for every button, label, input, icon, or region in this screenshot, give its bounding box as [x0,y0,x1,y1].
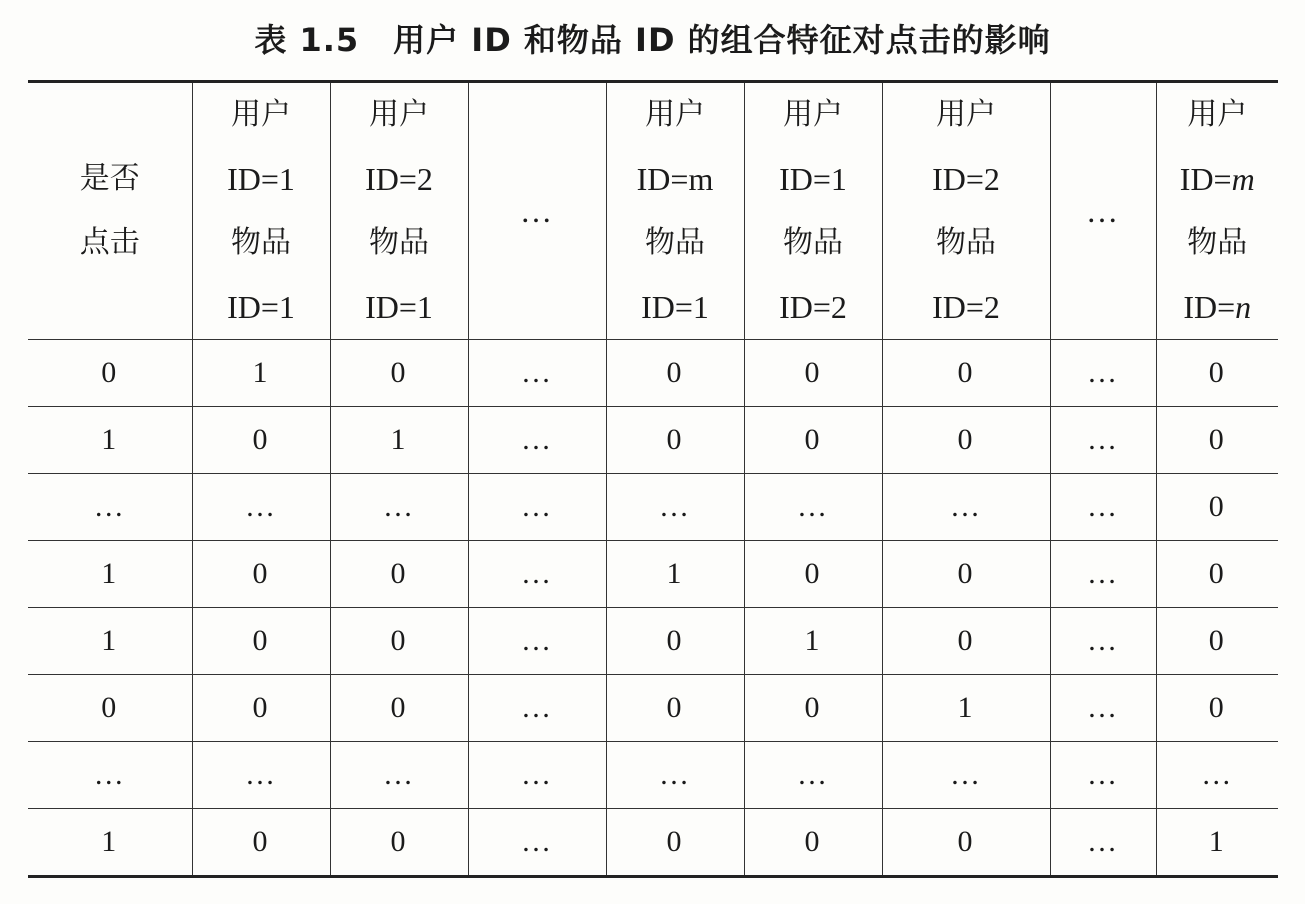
item-label: 物品 [369,225,429,260]
header-combination-cell [192,82,330,340]
user-label: 用户 [1187,97,1248,132]
feature-value-cell: 0 [744,541,882,608]
click-value-cell: … [28,742,192,809]
feature-value-cell: 0 [882,541,1050,608]
click-value-cell: 1 [28,407,192,474]
user-label: 用户 [936,97,996,132]
click-value-cell: 0 [28,340,192,407]
header-combination-cell [1156,82,1278,340]
feature-value-cell: … [744,742,882,809]
feature-value-cell: … [468,340,606,407]
table-row [28,474,1278,541]
item-label: 物品 [1187,225,1248,260]
click-label-line2: 点击 [79,225,140,260]
feature-value-cell: 0 [192,675,330,742]
user-id-value: 2 [983,161,1000,197]
feature-value-cell: 0 [1156,608,1278,675]
feature-value-cell: 0 [1156,474,1278,541]
feature-value-cell: … [468,474,606,541]
user-label: 用户 [645,97,705,132]
feature-value-cell: … [1050,675,1156,742]
user-id-value: 1 [278,161,295,197]
click-value-cell: 0 [28,675,192,742]
item-id-prefix: ID= [1183,289,1236,325]
header-combination-cell [330,82,468,340]
user-id-value: m [1231,161,1255,197]
feature-value-cell: 0 [744,340,882,407]
header-ellipsis: … [1086,193,1120,229]
feature-value-cell: 0 [744,407,882,474]
feature-value-cell: 0 [744,675,882,742]
feature-combination-table [28,80,1278,878]
click-label-line1: 是否 [79,161,140,196]
header-ellipsis-cell [1050,82,1156,340]
item-id-value: 2 [830,289,847,325]
feature-value-cell: … [1050,474,1156,541]
item-id [1183,275,1251,339]
user-id-prefix: ID= [1179,161,1232,197]
feature-value-cell: 0 [882,809,1050,877]
item-label: 物品 [645,225,705,260]
feature-value-cell: 0 [192,541,330,608]
feature-value-cell: 0 [1156,340,1278,407]
feature-value-cell: … [744,474,882,541]
user-id-prefix: ID= [227,161,279,197]
feature-value-cell: 0 [1156,407,1278,474]
feature-value-cell: 0 [606,340,744,407]
feature-value-cell: … [1050,340,1156,407]
user-id [779,147,847,211]
feature-value-cell: … [330,474,468,541]
user-label: 用户 [783,97,843,132]
table-number: 表 1.5 [254,21,360,59]
table-title: 用户 ID 和物品 ID 的组合特征对点击的影响 [393,21,1051,59]
item-label: 物品 [231,225,291,260]
feature-value-cell: 0 [330,675,468,742]
feature-value-cell: 0 [330,608,468,675]
item-id-prefix: ID= [227,289,279,325]
item-id [779,275,847,339]
feature-value-cell: 0 [882,340,1050,407]
feature-value-cell: … [1156,742,1278,809]
feature-value-cell: … [882,742,1050,809]
user-id [637,147,714,211]
header-combination-cell [882,82,1050,340]
item-id-prefix: ID= [365,289,417,325]
item-id-value: n [1235,289,1252,325]
table-row [28,809,1278,877]
feature-value-cell: … [882,474,1050,541]
item-id [932,275,1000,339]
feature-value-cell: 0 [744,809,882,877]
feature-value-cell: 0 [1156,675,1278,742]
feature-value-cell: … [1050,541,1156,608]
feature-value-cell: 0 [192,608,330,675]
item-id [227,275,295,339]
feature-value-cell: 0 [330,809,468,877]
feature-value-cell: … [330,742,468,809]
feature-value-cell: 1 [882,675,1050,742]
item-id [365,275,433,339]
feature-value-cell: 0 [330,541,468,608]
click-value-cell: 1 [28,809,192,877]
user-id [1180,147,1255,211]
item-id-prefix: ID= [932,289,984,325]
item-id [641,275,709,339]
user-label: 用户 [369,97,429,132]
user-id-prefix: ID= [365,161,417,197]
feature-value-cell: 1 [744,608,882,675]
table-row [28,608,1278,675]
item-id-prefix: ID= [779,289,831,325]
table-row [28,675,1278,742]
click-value-cell: … [28,474,192,541]
feature-value-cell: 0 [606,407,744,474]
user-id-value: m [688,161,714,197]
feature-value-cell: … [192,742,330,809]
header-ellipsis: … [520,193,554,229]
item-id-value: 1 [416,289,433,325]
feature-value-cell: 0 [606,809,744,877]
feature-value-cell: 1 [606,541,744,608]
feature-value-cell: … [468,541,606,608]
header-row [28,82,1278,340]
user-id-prefix: ID= [636,161,689,197]
feature-value-cell: … [1050,742,1156,809]
feature-value-cell: … [606,742,744,809]
feature-value-cell: 1 [330,407,468,474]
user-id [365,147,433,211]
feature-value-cell: … [468,675,606,742]
feature-value-cell: 1 [192,340,330,407]
feature-value-cell: … [192,474,330,541]
feature-value-cell: 0 [606,675,744,742]
feature-value-cell: 0 [192,809,330,877]
item-label: 物品 [783,225,843,260]
feature-value-cell: 0 [192,407,330,474]
feature-value-cell: 0 [882,407,1050,474]
feature-value-cell: … [468,809,606,877]
item-label: 物品 [936,225,996,260]
feature-value-cell: 0 [330,340,468,407]
user-id-prefix: ID= [779,161,831,197]
user-id [227,147,295,211]
feature-value-cell: … [1050,608,1156,675]
feature-value-cell: … [1050,809,1156,877]
feature-value-cell: 0 [606,608,744,675]
user-id [932,147,1000,211]
table-body [28,340,1278,877]
feature-value-cell: … [468,608,606,675]
feature-value-cell: 1 [1156,809,1278,877]
feature-value-cell: 0 [882,608,1050,675]
table-row [28,742,1278,809]
table-row [28,407,1278,474]
click-value-cell: 1 [28,541,192,608]
table-row [28,541,1278,608]
feature-value-cell: … [606,474,744,541]
item-id-prefix: ID= [641,289,693,325]
user-label: 用户 [231,97,291,132]
item-id-value: 1 [278,289,295,325]
header-click-cell [28,82,192,340]
item-id-value: 1 [692,289,709,325]
click-value-cell: 1 [28,608,192,675]
user-id-value: 2 [416,161,433,197]
user-id-prefix: ID= [932,161,984,197]
feature-value-cell: 0 [1156,541,1278,608]
table-caption [0,14,1305,66]
header-ellipsis-cell [468,82,606,340]
header-combination-cell [744,82,882,340]
feature-value-cell: … [1050,407,1156,474]
feature-value-cell: … [468,742,606,809]
table-row [28,340,1278,407]
header-combination-cell [606,82,744,340]
feature-value-cell: … [468,407,606,474]
user-id-value: 1 [830,161,847,197]
item-id-value: 2 [983,289,1000,325]
